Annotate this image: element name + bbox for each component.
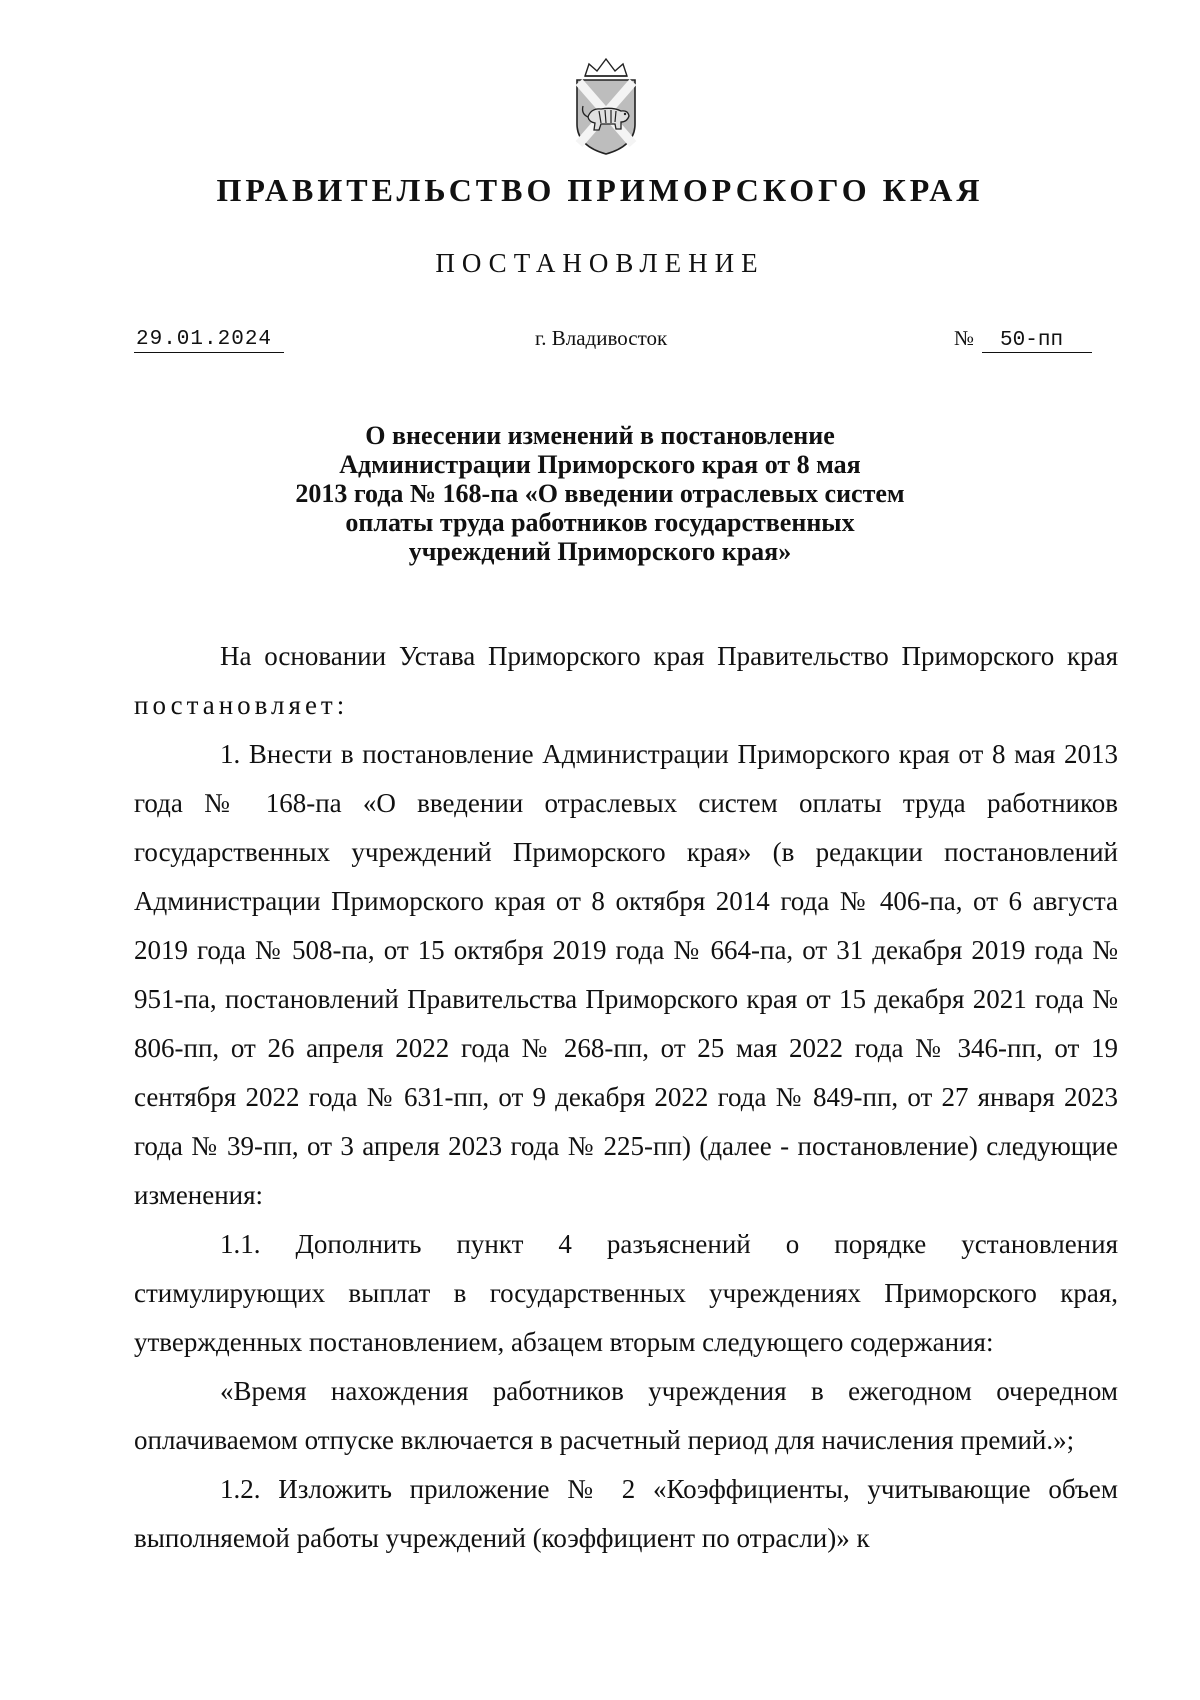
paragraph-item-1-2: 1.2. Изложить приложение № 2 «Коэффициенты, учитывающие объем выполняемой работы учреждений (коэффициент по отрасли)» к (134, 1474, 1118, 1553)
document-title (160, 421, 1040, 566)
paragraph-item-1-1: 1.1. Дополнить пункт 4 разъяснений о порядке установления стимулирующих выплат в государственных учреждениях Приморского края, утвержденных постановлением, абзацем вторым следующего содержания: (134, 1229, 1118, 1357)
title-line: Администрации Приморского края от 8 мая (339, 450, 861, 479)
document-type: ПОСТАНОВЛЕНИЕ (435, 248, 765, 278)
document-date: 29.01.2024 (134, 328, 284, 353)
number-sign: № (954, 326, 975, 350)
title-line: учреждений Приморского края» (408, 537, 792, 566)
coat-of-arms-icon (571, 54, 641, 158)
document-number (954, 326, 1092, 353)
document-city: г. Владивосток (535, 326, 668, 350)
document-body (134, 632, 1118, 1563)
government-title: ПРАВИТЕЛЬСТВО ПРИМОРСКОГО КРАЯ (216, 172, 984, 208)
title-line: О внесении изменений в постановление (365, 421, 835, 450)
paragraph-item-1: 1. Внести в постановление Администрации Приморского края от 8 мая 2013 года № 168-па «О введении отраслевых систем оплаты труда работников государственных учреждений Приморского края» (в редакции постановлений Администрации Приморского края от 8 октября 2014 года № 406-па, от 6 августа 2019 года № 508-па, от 15 октября 2019 года № 664-па, от 31 декабря 2019 года № 951-па, постановлений Правительства Приморского края от 15 декабря 2021 года № 806-пп, от 26 апреля 2022 года № 268-пп, от 25 мая 2022 года № 346-пп, от 19 сентября 2022 года № 631-пп, от 9 декабря 2022 года № 849-пп, от 27 января 2023 года № 39-пп, от 3 апреля 2023 года № 225-пп) (далее - постановление) следующие изменения: (134, 739, 1118, 1210)
paragraph-basis-text: На основании Устава Приморского края Правительство Приморского края (220, 641, 1118, 671)
title-line: 2013 года № 168-па «О введении отраслевых систем (295, 479, 905, 508)
title-line: оплаты труда работников государственных (345, 508, 855, 537)
number-value: 50-пп (982, 329, 1092, 353)
paragraph-basis (134, 632, 1118, 730)
resolves-word: постановляет: (134, 690, 349, 720)
paragraph-quote: «Время нахождения работников учреждения в ежегодном очередном оплачиваемом отпуске включается в расчетный период для начисления премий.»; (134, 1376, 1118, 1455)
